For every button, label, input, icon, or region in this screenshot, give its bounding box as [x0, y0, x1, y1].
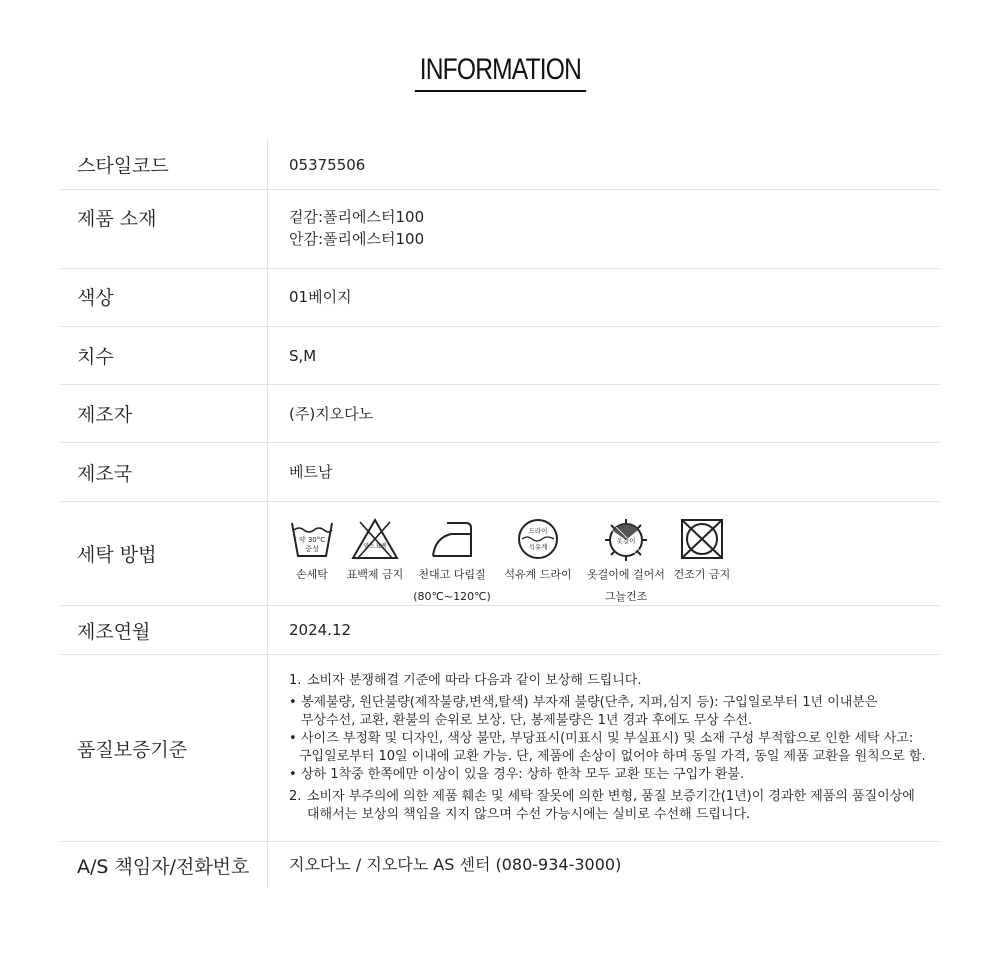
dry-clean-icon	[516, 518, 560, 560]
row-maker	[60, 385, 940, 443]
quality-item-2-line-1: 소비자 부주의에 의한 제품 훼손 및 세탁 잘못에 의한 변형, 품질 보증기간(1년)이 경과한 제품의 품질이상에	[307, 789, 915, 804]
quality-bullet-cont	[289, 748, 940, 766]
iron-icon	[429, 518, 475, 560]
quality-bullet	[289, 766, 940, 784]
quality-item-2-line-2: 대해서는 보상의 책임을 지지 않으며 수선 가능시에는 실비로 수선해 드립니다.	[307, 807, 751, 822]
row-country	[60, 443, 940, 502]
row-quality	[60, 655, 940, 842]
care-no-tumble-dry	[673, 518, 731, 586]
quality-item-2-num: 2.	[289, 789, 302, 804]
bullet-mark: •	[289, 731, 297, 746]
care-caption: 손세탁	[296, 568, 328, 581]
no-bleach-inner-2: 표백	[375, 543, 387, 550]
row-made-date	[60, 606, 940, 655]
washing-label: 세탁 방법	[60, 502, 268, 605]
care-caption-2: (80℃~120℃)	[413, 590, 491, 603]
made-date-text: 2024.12	[289, 621, 352, 639]
hand-wash-inner-2: 중성	[305, 545, 319, 553]
quality-bullet	[289, 730, 940, 748]
as-contact-label: A/S 책임자/전화번호	[60, 842, 268, 888]
quality-item-2-cont	[289, 806, 940, 824]
care-caption: 건조기 금지	[673, 568, 731, 581]
row-washing	[60, 502, 940, 606]
page-title-wrap	[0, 52, 1000, 92]
care-caption: 옷걸이에 걸어서	[587, 568, 665, 581]
quality-bullet-1-line-1: 봉제불량, 원단불량(제작불량,변색,탈색) 부자재 불량(단추, 지퍼,심지 등): 구입일로부터 1년 이내분은	[301, 695, 878, 710]
row-material	[60, 190, 940, 269]
style-code-text: 05375506	[289, 155, 366, 174]
dry-clean-inner-2: 석유계	[528, 543, 548, 551]
care-iron	[407, 518, 497, 608]
care-dry-clean	[497, 518, 579, 586]
care-caption-2: 그늘건조	[604, 590, 648, 603]
hang-dry-inner: 옷걸이	[616, 537, 636, 545]
style-code-label: 스타일코드	[60, 140, 268, 189]
quality-item-1-text: 소비자 분쟁해결 기준에 따라 다음과 같이 보상해 드립니다.	[307, 673, 642, 688]
hand-wash-inner-1: 약 30°C	[298, 536, 326, 544]
as-contact-text: 지오다노 / 지오다노 AS 센터 (080-934-3000)	[289, 855, 622, 874]
material-lining: 안감:폴리에스터100	[289, 230, 425, 248]
quality-item-1-num: 1.	[289, 673, 302, 688]
care-hand-wash	[281, 518, 343, 586]
info-table	[60, 140, 940, 888]
quality-value	[268, 655, 940, 841]
style-code-value	[268, 140, 940, 189]
page-title: INFORMATION	[414, 52, 585, 92]
row-style-code	[60, 140, 940, 190]
quality-bullet-2-line-1: 사이즈 부정확 및 디자인, 색상 불만, 부당표시(미표시 및 부실표시) 및 소재 구성 부적합으로 인한 세탁 사고:	[301, 731, 914, 746]
color-label: 색상	[60, 269, 268, 326]
bullet-mark: •	[289, 695, 297, 710]
maker-value	[268, 385, 940, 442]
size-text: S,M	[289, 346, 317, 365]
quality-item-2	[289, 788, 940, 806]
care-hang-dry	[579, 518, 673, 608]
quality-label: 품질보증기준	[60, 655, 268, 841]
maker-text: (주)지오다노	[289, 404, 374, 423]
quality-bullet-3-line-1: 상하 1착중 한쪽에만 이상이 있을 경우: 상하 한착 모두 교환 또는 구입가 환불.	[301, 767, 745, 782]
material-label: 제품 소재	[60, 190, 268, 268]
care-caption: 천대고 다림질	[418, 568, 486, 581]
row-as-contact	[60, 842, 940, 888]
row-size	[60, 327, 940, 385]
size-label: 치수	[60, 327, 268, 384]
no-bleach-icon	[350, 518, 400, 560]
care-icons	[281, 518, 940, 608]
country-label: 제조국	[60, 443, 268, 501]
quality-item-1	[289, 672, 940, 690]
washing-value	[268, 502, 940, 605]
care-no-bleach	[343, 518, 407, 586]
quality-bullet-1-line-2: 무상수선, 교환, 환불의 순위로 보상. 단, 봉제불량은 1년 경과 후에도 무상 수선.	[301, 713, 753, 728]
quality-bullet-2-line-2: 구입일로부터 10일 이내에 교환 가능. 단, 제품에 손상이 없어야 하며 동일 가격, 동일 제품 교환을 원칙으로 함.	[299, 749, 926, 764]
hand-wash-icon	[290, 518, 334, 560]
maker-label: 제조자	[60, 385, 268, 442]
country-text: 베트남	[289, 463, 333, 481]
made-date-value	[268, 606, 940, 654]
color-value	[268, 269, 940, 326]
as-contact-value	[268, 842, 940, 888]
care-caption: 표백제 금지	[346, 568, 404, 581]
material-outer: 겉감:폴리에스터100	[289, 208, 425, 226]
country-value	[268, 443, 940, 501]
care-caption: 석유계 드라이	[504, 568, 572, 581]
no-tumble-dry-icon	[680, 518, 724, 560]
material-value	[268, 190, 940, 268]
made-date-label: 제조연월	[60, 606, 268, 654]
size-value	[268, 327, 940, 384]
dry-clean-inner-1: 드라이	[528, 527, 548, 535]
no-bleach-inner-1: 염소	[363, 543, 375, 550]
bullet-mark: •	[289, 767, 297, 782]
hang-dry-shade-icon	[602, 518, 650, 562]
quality-bullet	[289, 694, 940, 712]
color-text: 01베이지	[289, 288, 352, 306]
quality-bullet-cont	[289, 712, 940, 730]
row-color	[60, 269, 940, 327]
